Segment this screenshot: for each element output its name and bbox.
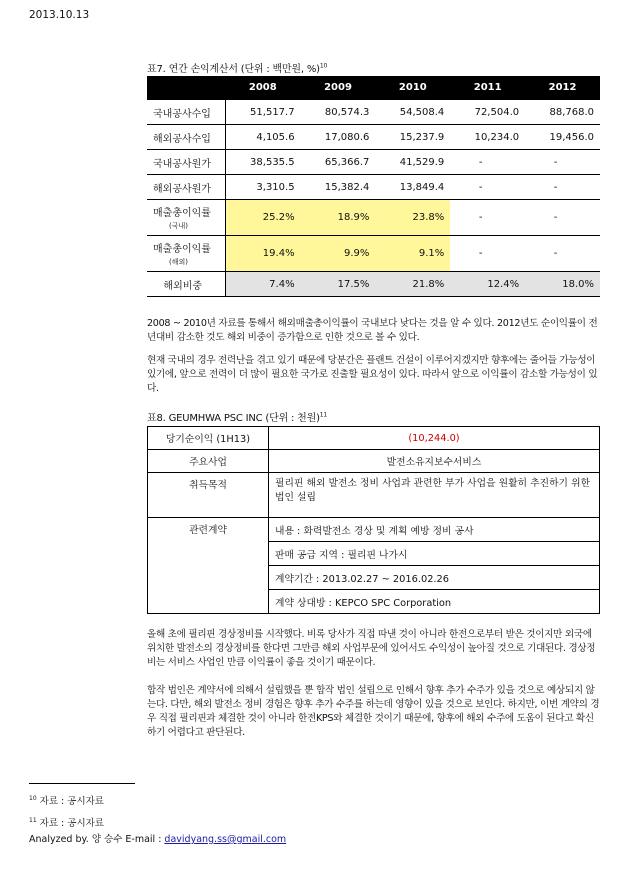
row-label: 국내공사원가 bbox=[147, 150, 225, 175]
cell: 19,456.0 bbox=[525, 125, 600, 150]
row-label: 해외공사원가 bbox=[147, 175, 225, 200]
table8-caption bbox=[147, 409, 327, 424]
table-row bbox=[148, 450, 600, 473]
shaded-cell: 21.8% bbox=[375, 272, 450, 297]
table-row bbox=[147, 150, 600, 175]
business-value: 발전소유지보수서비스 bbox=[269, 450, 600, 473]
cell: 72,504.0 bbox=[450, 100, 525, 125]
highlight-cell: 19.4% bbox=[225, 236, 301, 272]
header-corner bbox=[147, 76, 225, 100]
row-label-sub: (국내) bbox=[169, 222, 188, 230]
analysis-paragraph-4: 합작 법인은 계약서에 의해서 설립했을 뿐 합작 법인 설립으로 인해서 향후 추가 수주가 있을 것으로 예상되지 않는다. 다만, 해외 발전소 정비 경험은 향후 추가 수주를 하는데 영향이 있을 것으로 보인다. 하지만, 이번 계약의 경우 직접 필리핀과 체결한 것이 아니라 한전KPS와 체결한 것이기 때문에, 향후에 해외 수주에 도움이 된다고 확신하기 어렵다고 판단된다. bbox=[147, 685, 600, 738]
analysis-paragraph-3: 올해 초에 필리핀 경상정비를 시작했다. 비록 당사가 직접 따낸 것이 아니라 한전으로부터 받은 것이지만 외국에 위치한 발전소의 경상정비를 한다면 그만큼 해외 사업부문에 있어서도 수익성이 높아질 것으로 기대된다. 경상정비는 서비스 사업인 만큼 이익률이 좋을 것이기 때문이다. bbox=[147, 629, 596, 668]
footnote-number: 11 bbox=[29, 816, 37, 824]
table-row bbox=[147, 125, 600, 150]
table7-caption-text: 표7. 연간 손익계산서 (단위 : 백만원, %) bbox=[147, 64, 320, 75]
table-row bbox=[147, 236, 600, 272]
contract-label: 관련계약 bbox=[148, 518, 269, 614]
table8-caption-text: 표8. GEUMHWA PSC INC (단위 : 천원) bbox=[147, 413, 320, 424]
footnote-divider bbox=[29, 783, 135, 784]
cell: - bbox=[525, 175, 600, 200]
highlight-cell: 9.9% bbox=[301, 236, 376, 272]
cell: 13,849.4 bbox=[375, 175, 450, 200]
contract-item: 판매 공급 지역 : 필리핀 나가시 bbox=[269, 542, 600, 566]
cell: - bbox=[525, 150, 600, 175]
report-date: 2013.10.13 bbox=[29, 9, 90, 21]
cell: 38,535.5 bbox=[225, 150, 301, 175]
contract-item: 내용 : 화력발전소 경상 및 계획 예방 정비 공사 bbox=[269, 518, 600, 542]
col-header: 2008 bbox=[225, 76, 301, 100]
cell: 41,529.9 bbox=[375, 150, 450, 175]
cell: 65,366.7 bbox=[301, 150, 376, 175]
shaded-cell: 18.0% bbox=[525, 272, 600, 297]
row-label bbox=[147, 200, 225, 236]
footnote-text: 자료 : 공시자료 bbox=[39, 796, 104, 807]
cell: - bbox=[450, 200, 525, 236]
table-row bbox=[147, 200, 600, 236]
email-link[interactable]: davidyang.ss@gmail.com bbox=[164, 834, 287, 845]
highlight-cell: 9.1% bbox=[375, 236, 450, 272]
row-label: 해외비중 bbox=[147, 272, 225, 297]
net-income-label: 당기순이익 (1H13) bbox=[148, 427, 269, 450]
cell: 17,080.6 bbox=[301, 125, 376, 150]
cell: 10,234.0 bbox=[450, 125, 525, 150]
cell: 51,517.7 bbox=[225, 100, 301, 125]
row-label-main: 매출총이익률 bbox=[153, 244, 211, 255]
business-label: 주요사업 bbox=[148, 450, 269, 473]
table7-caption bbox=[147, 60, 327, 75]
table-row bbox=[147, 175, 600, 200]
cell: 54,508.4 bbox=[375, 100, 450, 125]
row-label: 국내공사수입 bbox=[147, 100, 225, 125]
analyst-label: Analyzed by. 양 승수 E-mail : bbox=[29, 834, 165, 845]
col-header: 2010 bbox=[375, 76, 450, 100]
col-header: 2012 bbox=[525, 76, 600, 100]
cell: - bbox=[525, 236, 600, 272]
shaded-cell: 7.4% bbox=[225, 272, 301, 297]
col-header: 2011 bbox=[450, 76, 525, 100]
highlight-cell: 25.2% bbox=[225, 200, 301, 236]
row-label-main: 매출총이익률 bbox=[153, 208, 211, 219]
purpose-value: 필리핀 해외 발전소 정비 사업과 관련한 부가 사업을 원활히 추진하기 위한 법인 설립 bbox=[269, 473, 600, 518]
cell: 15,382.4 bbox=[301, 175, 376, 200]
analyst-credit bbox=[29, 831, 286, 845]
cell: - bbox=[525, 200, 600, 236]
table-row bbox=[148, 427, 600, 450]
highlight-cell: 23.8% bbox=[375, 200, 450, 236]
contract-item: 계약기간 : 2013.02.27 ~ 2016.02.26 bbox=[269, 566, 600, 590]
subsidiary-table bbox=[147, 426, 600, 614]
footnote-11 bbox=[29, 815, 104, 829]
analysis-paragraph-1: 2008 ~ 2010년 자료를 통해서 해외매출총이익률이 국내보다 낮다는 것을 알 수 있다. 2012년도 순이익률이 전년대비 감소한 것도 해외 비중이 증가함으로 인한 것으로 볼 수 있다. bbox=[147, 318, 598, 343]
cell: 4,105.6 bbox=[225, 125, 301, 150]
table-row bbox=[147, 272, 600, 297]
row-label-sub: (해외) bbox=[169, 258, 188, 266]
table-header-row bbox=[147, 76, 600, 100]
cell: 15,237.9 bbox=[375, 125, 450, 150]
cell: - bbox=[450, 175, 525, 200]
cell: 3,310.5 bbox=[225, 175, 301, 200]
shaded-cell: 12.4% bbox=[450, 272, 525, 297]
income-statement-table bbox=[147, 76, 600, 297]
cell: 88,768.0 bbox=[525, 100, 600, 125]
highlight-cell: 18.9% bbox=[301, 200, 376, 236]
cell: - bbox=[450, 236, 525, 272]
footnote-10 bbox=[29, 793, 104, 807]
footnote-number: 10 bbox=[29, 794, 37, 802]
table-row bbox=[147, 100, 600, 125]
contract-item: 계약 상대방 : KEPCO SPC Corporation bbox=[269, 590, 600, 614]
shaded-cell: 17.5% bbox=[301, 272, 376, 297]
col-header: 2009 bbox=[301, 76, 376, 100]
cell: - bbox=[450, 150, 525, 175]
footnote-ref-10: 10 bbox=[319, 62, 328, 70]
row-label bbox=[147, 236, 225, 272]
row-label: 해외공사수입 bbox=[147, 125, 225, 150]
footnote-ref-11: 11 bbox=[319, 411, 328, 419]
net-income-value: (10,244.0) bbox=[269, 427, 600, 450]
table-row bbox=[148, 473, 600, 518]
purpose-label: 취득목적 bbox=[148, 473, 269, 518]
footnote-text: 자료 : 공시자료 bbox=[39, 818, 104, 829]
table-row bbox=[148, 518, 600, 542]
analysis-paragraph-2: 현재 국내의 경우 전력난을 겪고 있기 때문에 당분간은 플랜트 건설이 이루어지겠지만 향후에는 줄어들 가능성이 있기에, 앞으로 전력이 더 많이 필요한 국가로 진출할 필요성이 있다. 따라서 앞으로 이익률이 감소할 가능성이 있다. bbox=[147, 355, 598, 394]
cell: 80,574.3 bbox=[301, 100, 376, 125]
